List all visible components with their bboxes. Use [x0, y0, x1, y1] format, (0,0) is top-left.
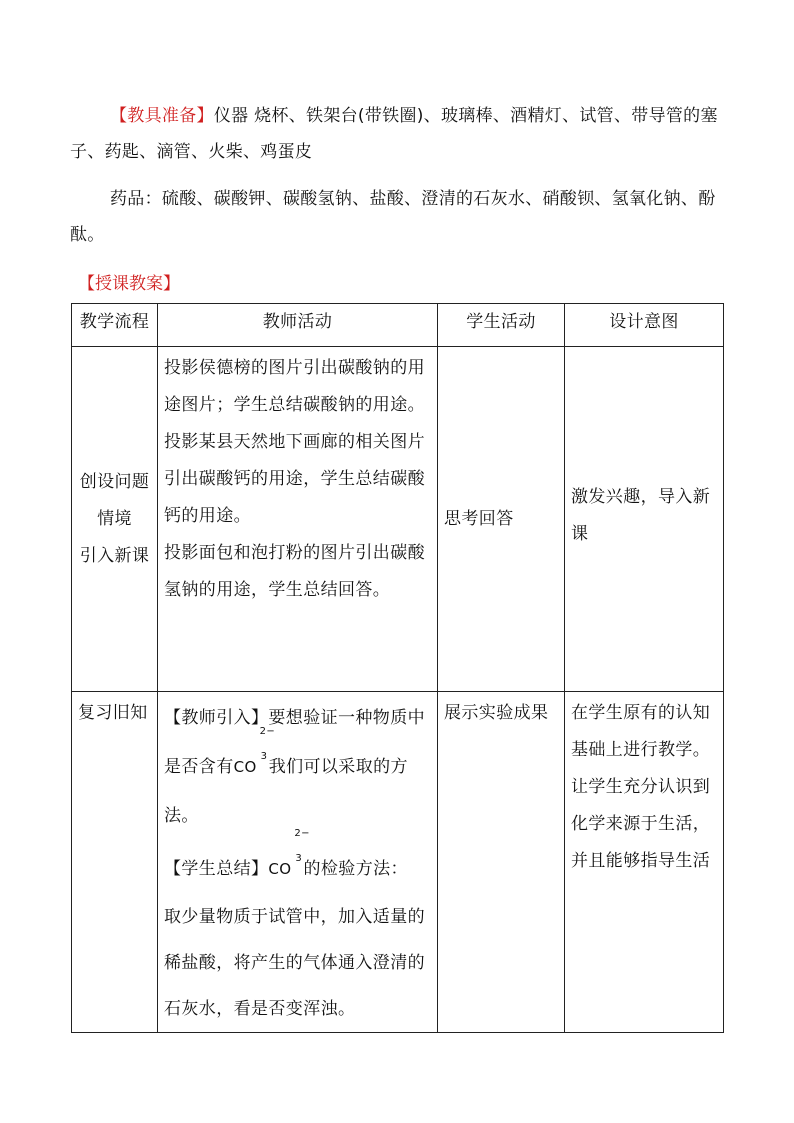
- ion-subscript: 3: [295, 853, 303, 864]
- table-header-row: [72, 304, 724, 347]
- teacher-intro: [164, 694, 431, 841]
- carbonate-ion-formula: [268, 828, 310, 894]
- equipment-paragraph: [70, 98, 724, 170]
- summary-procedure: 取少量物质于试管中，加入适量的稀盐酸，将产生的气体通入澄清的石灰水，看是否变浑浊。: [164, 907, 425, 1019]
- carbonate-ion-formula: [233, 726, 276, 792]
- row1-teacher-cell: [158, 347, 438, 692]
- ion-base: CO: [268, 860, 292, 878]
- equipment-text: 仪器 烧杯、铁架台(带铁圈)、玻璃棒、酒精灯、试管、带导管的塞子、药匙、滴管、火柴、鸡蛋皮: [70, 106, 718, 162]
- row1-intent-cell: 激发兴趣，导入新课: [565, 347, 724, 692]
- header-flow: 教学流程: [72, 304, 158, 347]
- header-student: 学生活动: [438, 304, 565, 347]
- row2-intent-cell: 在学生原有的认知基础上进行教学。让学生充分认识到化学来源于生活，并且能够指导生活: [565, 692, 724, 1033]
- header-teacher: 教师活动: [158, 304, 438, 347]
- ion-charge: 2−: [294, 828, 310, 839]
- table-row: [72, 692, 724, 1033]
- row1-teacher-para2: 投影某县天然地下画廊的相关图片引出碳酸钙的用途，学生总结碳酸钙的用途。: [164, 432, 425, 526]
- row2-flow-cell: 复习旧知: [72, 692, 158, 1033]
- row1-student-cell: 思考回答: [438, 347, 565, 692]
- table-row: [72, 347, 724, 692]
- ion-charge: 2−: [259, 726, 276, 737]
- row1-flow-line2: 情境: [97, 508, 132, 529]
- row2-teacher-cell: [158, 692, 438, 1033]
- row1-teacher-para1: 投影侯德榜的图片引出碳酸钠的用途图片；学生总结碳酸钠的用途。: [164, 358, 425, 415]
- student-summary-heading: [164, 828, 431, 894]
- chemicals-paragraph: 药品：硫酸、碳酸钾、碳酸氢钠、盐酸、澄清的石灰水、硝酸钡、氢氧化钠、酚酞。: [70, 189, 716, 245]
- teacher-intro-text-a: 要想验证一种物质中是否含有: [164, 708, 426, 777]
- summary-label: 【学生总结】: [164, 859, 269, 879]
- row1-flow-line3: 引入新课: [79, 545, 150, 566]
- prep-label: 【教具准备】: [110, 106, 214, 126]
- row1-flow-line1: 创设问题: [79, 471, 150, 492]
- lesson-heading: 【授课教案】: [78, 274, 180, 294]
- lesson-plan-table: [71, 303, 724, 1033]
- summary-text-a: 的检验方法：: [303, 859, 408, 879]
- teacher-intro-text-b: 我们可以采取的方法。: [164, 757, 408, 826]
- row1-flow-cell: [72, 347, 158, 692]
- teacher-intro-label: 【教师引入】: [164, 708, 269, 728]
- ion-base: CO: [233, 758, 257, 776]
- row1-teacher-para3: 投影面包和泡打粉的图片引出碳酸氢钠的用途，学生总结回答。: [164, 543, 425, 600]
- header-intent: 设计意图: [565, 304, 724, 347]
- ion-subscript: 3: [260, 751, 268, 762]
- row2-student-cell: 展示实验成果: [438, 692, 565, 1033]
